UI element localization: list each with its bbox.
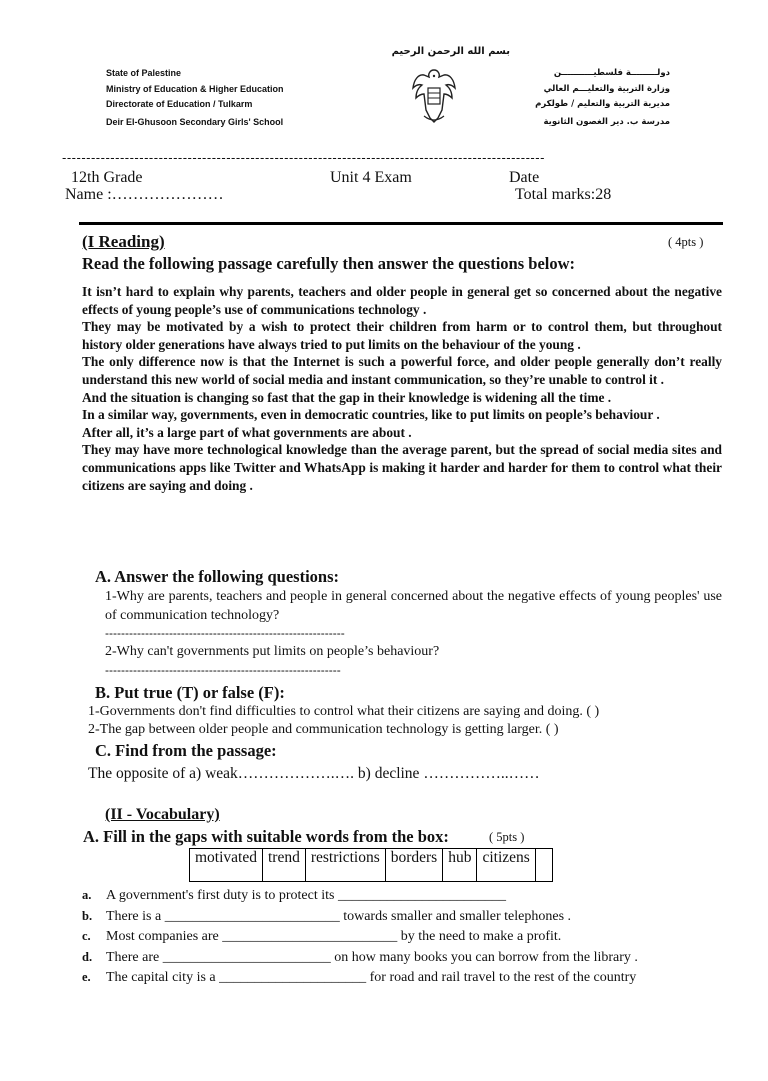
vocabulary-instruction: A. Fill in the gaps with suitable words from the box: [83,827,449,846]
word-box-cell: citizens [477,849,535,882]
total-marks: Total marks:28 [515,186,612,203]
sentence-letter: b. [82,908,93,923]
passage-paragraph: In a similar way, governments, even in democratic countries, like to put limits on people’s behaviour . [82,407,660,423]
passage-paragraph: The only difference now is that the Internet is such a powerful force, and older people generally don’t really understand this new world of social media and instant communication, so they’re unable to control it . [82,354,722,387]
header-right-line-2: وزارة التربية والتعليـــم العالي [543,84,670,94]
passage-paragraph: They may have more technological knowledge than the average parent, but the spread of social media sites and communications apps like Twitter and WhatsApp is making it harder and harder for them to control what their citizens are saying and doing . [82,442,722,493]
sentence-text: There are ________________________ on how many books you can borrow from the library . [106,949,638,965]
palestine-eagle-emblem-icon [410,66,458,126]
header-right-line-3: مديرية التربية والتعليم / طولكرم [535,99,670,109]
sentence-letter: a. [82,888,92,902]
fill-sentence[interactable] [82,909,638,930]
true-false-statement-1[interactable]: 1-Governments don't find difficulties to control what their citizens are saying and doing. ( ) [88,704,600,719]
fill-in-sentences [82,888,638,991]
passage-paragraph: They may be motivated by a wish to protect their children from harm or to control them, but throughout history older generations have always tried to put limits on the behaviour of the young . [82,319,722,352]
vocabulary-points: ( 5pts ) [489,830,525,844]
sentence-text: A government's first duty is to protect its ________________________ [106,888,506,903]
question-1: 1-Why are parents, teachers and people in general concerned about the negative effects of young peoples' use of communication technology? [105,589,722,623]
grade-label: 12th Grade [71,169,143,186]
sentence-text: There is a _________________________ towards smaller and smaller telephones . [106,908,572,924]
header-left-line-1: State of Palestine [106,68,182,78]
sentence-letter: c. [82,929,91,943]
question-2: 2-Why can't governments put limits on people’s behaviour? [105,644,440,659]
answer-line-2[interactable]: ----------------------------------------------------------- [105,663,341,677]
word-box-cell: borders [385,849,443,882]
reading-passage [82,283,722,494]
basmala: بسم الله الرحمن الرحيم [391,46,510,57]
reading-points: ( 4pts ) [668,235,704,249]
date-label: Date [509,169,540,186]
header-divider: ---------------------------------------------------------------------------------------------------- [62,150,545,165]
passage-paragraph: It isn’t hard to explain why parents, teachers and older people in general get so concerned about the negative effects of young people’s use of communications technology . [82,284,722,317]
header-left-line-3: Directorate of Education / Tulkarm [106,99,253,109]
name-field-label: Name :………………… [65,186,224,203]
word-box-cell: restrictions [305,849,385,882]
passage-paragraph: After all, it’s a large part of what governments are about . [82,424,412,440]
word-box-cell: motivated [190,849,263,882]
fill-sentence[interactable] [82,950,638,971]
fill-sentence[interactable] [82,888,638,909]
vocabulary-section-title: (II - Vocabulary) [105,806,220,823]
sentence-letter: e. [82,970,91,984]
header-right-line-4: مدرسة ب. دير الغصون الثانوية [543,117,670,127]
reading-instruction: Read the following passage carefully then answer the questions below: [82,254,576,273]
header-left-line-4: Deir El-Ghusoon Secondary Girls' School [106,117,284,127]
sentence-text: The capital city is a _____________________ for road and rail travel to the rest of the country [106,970,637,985]
passage-paragraph: And the situation is changing so fast that the gap in their knowledge is widening all the time . [82,389,612,405]
fill-sentence[interactable] [82,929,638,950]
section-a-title: A. Answer the following questions: [95,567,340,586]
section-c-title: C. Find from the passage: [95,741,277,760]
answer-line-1[interactable]: ------------------------------------------------------------ [105,626,345,640]
exam-title: Unit 4 Exam [330,169,412,186]
header-right-line-1: دولـــــــــة فلسطيـــــــــــن [553,68,670,78]
word-box [189,848,553,882]
section-rule [79,222,723,225]
header-left-line-2: Ministry of Education & Higher Education [106,84,284,94]
word-box-cell: hub [443,849,477,882]
sentence-letter: d. [82,949,93,964]
word-box-cell [535,849,552,882]
opposite-words-line[interactable]: The opposite of a) weak……………….…. b) decline ……………..…… [88,765,540,782]
fill-sentence[interactable] [82,970,638,991]
word-box-cell: trend [263,849,306,882]
reading-section-title: (I Reading) [82,232,165,251]
sentence-text: Most companies are _________________________ by the need to make a profit. [106,929,562,944]
section-b-title: B. Put true (T) or false (F): [95,683,285,702]
true-false-statement-2[interactable]: 2-The gap between older people and communication technology is getting larger. ( ) [88,722,559,737]
